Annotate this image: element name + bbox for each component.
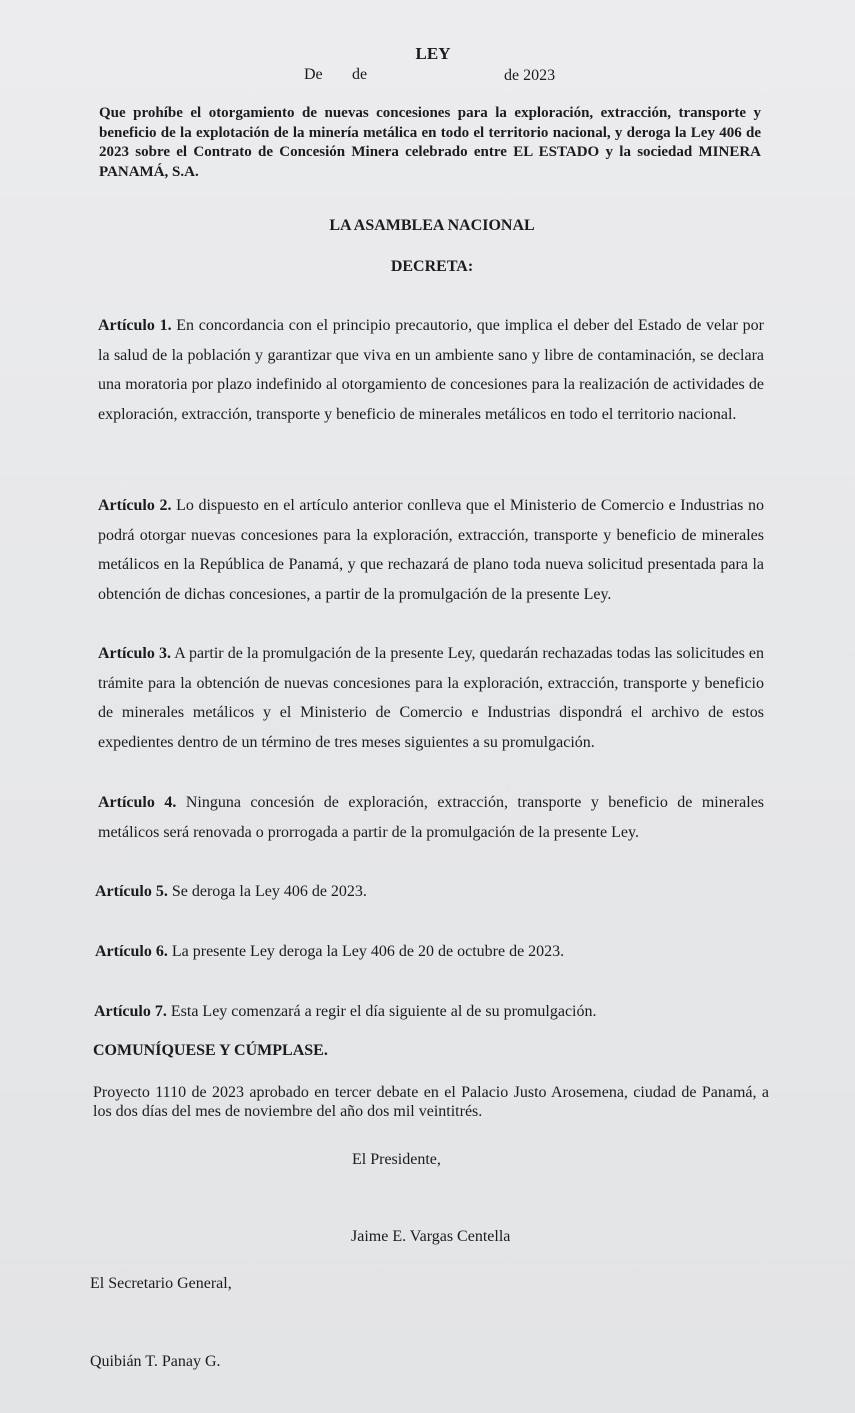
article-text: A partir de la promulgación de la presente Ley, quedarán rechazadas todas las solicitudes en trámite para la obtención de nuevas concesiones para la exploración, extracción, transporte y beneficio de minerales metálicos y el Ministerio de Comercio e Industrias dispondrá el archivo de estos expedientes dentro de un término de tres meses siguientes a su promulgación.: [98, 645, 764, 751]
article-7: [94, 997, 760, 1027]
secretary-title: El Secretario General,: [90, 1275, 232, 1292]
president-title: El Presidente,: [352, 1151, 441, 1168]
date-day-placeholder: De: [304, 66, 323, 83]
secretary-name: Quibián T. Panay G.: [90, 1353, 221, 1370]
article-text: Lo dispuesto en el artículo anterior conlleva que el Ministerio de Comercio e Industrias no podrá otorgar nuevas concesiones para la exploración, extracción, transporte y beneficio de minerales metálicos en la República de Panamá, y que rechazará de plano toda nueva solicitud presentada para la obtención de dichas concesiones, a partir de la promulgación de la presente Ley.: [98, 497, 765, 603]
article-5: [95, 877, 761, 907]
article-6: [95, 937, 761, 967]
article-label: Artículo 7.: [94, 1003, 167, 1020]
date-year: de 2023: [504, 67, 556, 84]
article-3: [98, 639, 764, 757]
article-text: Se deroga la Ley 406 de 2023.: [171, 883, 367, 900]
decreta-heading: DECRETA:: [390, 258, 474, 275]
assembly-heading: LA ASAMBLEA NACIONAL: [329, 217, 535, 234]
article-label: Artículo 2.: [98, 497, 172, 514]
article-4: [98, 788, 764, 847]
article-text: En concordancia con el principio precautorio, que implica el deber del Estado de velar por la salud de la población y garantizar que viva en un ambiente sano y libre de contaminación, se declara una moratoria por plazo indefinido al otorgamiento de concesiones para la realización de actividades de exploración, extracción, transporte y beneficio de minerales metálicos en todo el territorio nacional.: [98, 317, 765, 423]
article-text: La presente Ley deroga la Ley 406 de 20 de octubre de 2023.: [171, 943, 565, 960]
article-label: Artículo 6.: [95, 943, 168, 960]
article-text: Ninguna concesión de exploración, extracción, transporte y beneficio de minerales metálicos será renovada o prorrogada a partir de la promulgación de la presente Ley.: [98, 794, 765, 841]
law-subject: Que prohíbe el otorgamiento de nuevas concesiones para la exploración, extracción, transporte y beneficio de la explotación de la minería metálica en todo el territorio nacional, y deroga la Ley 406 de 2023 sobre el Contrato de Concesión Minera celebrado entre EL ESTADO y la sociedad MINERA PANAMÁ, S.A.: [99, 105, 761, 180]
article-text: Esta Ley comenzará a regir el día siguiente al de su promulgación.: [170, 1003, 597, 1020]
article-label: Artículo 4.: [98, 794, 177, 811]
project-approval: Proyecto 1110 de 2023 aprobado en tercer debate en el Palacio Justo Arosemena, ciudad de Panamá, a los dos días del mes de noviembre del año dos mil veintitrés.: [93, 1084, 769, 1120]
law-title: LEY: [415, 44, 451, 63]
article-2: [98, 491, 764, 609]
date-month-placeholder: de: [352, 66, 368, 83]
article-label: Artículo 1.: [98, 317, 172, 334]
article-1: [98, 311, 764, 429]
article-label: Artículo 5.: [95, 883, 168, 900]
article-label: Artículo 3.: [98, 645, 171, 662]
closing-formula: COMUNÍQUESE Y CÚMPLASE.: [93, 1042, 328, 1059]
president-name: Jaime E. Vargas Centella: [351, 1228, 511, 1245]
